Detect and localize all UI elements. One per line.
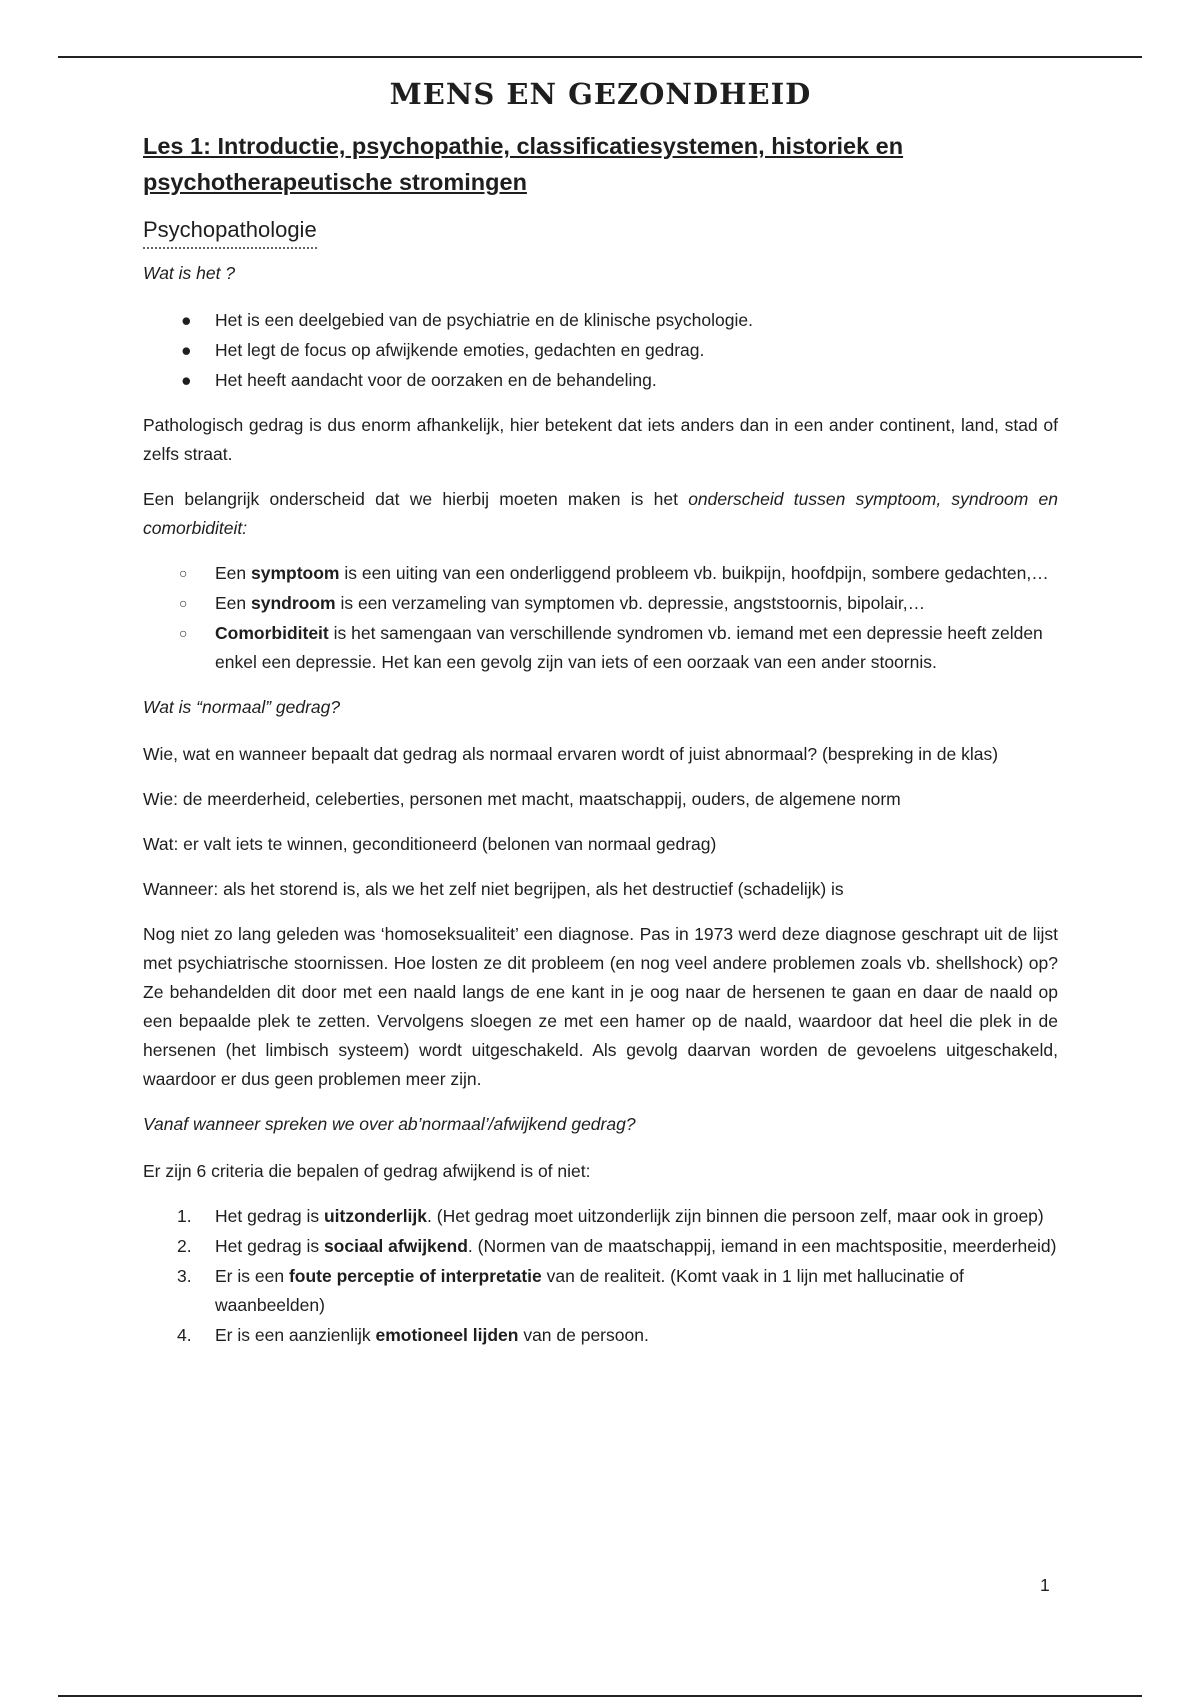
intro-bullet-list: [143, 306, 1058, 395]
definitions-list: [143, 559, 1058, 677]
list-item: 2. Het gedrag is sociaal afwijkend. (Normen van de maatschappij, iemand in een machtspositie, meerderheid): [177, 1236, 1057, 1256]
paragraph-distinction: Een belangrijk onderscheid dat we hierbij moeten maken is het onderscheid tussen symptoom, syndroom en comorbiditeit:: [143, 489, 1058, 538]
paragraph-homosexuality-history: Nog niet zo lang geleden was ‘homoseksualiteit’ een diagnose. Pas in 1973 werd deze diagnose geschrapt uit de lijst met psychiatrische stoornissen. Hoe losten ze dit probleem (en nog veel andere problemen zoals vb. shellshock) op? Ze behandelden dit door met een naald langs de ene kant in je oog naar de hersenen te gaan en daar de naald op een bepaalde plek te zetten. Vervolgens sloegen ze met een hamer op de naald, waardoor dat heel die plek in de hersenen (het limbisch systeem) wordt uitgeschakeld. Als gevolg daarvan worden de gevoelens uitgeschakeld, waardoor er dus geen problemen meer zijn.: [143, 924, 1058, 1089]
paragraph-pathological: Pathologisch gedrag is dus enorm afhankelijk, hier betekent dat iets anders dan in een ander continent, land, stad of zelfs straat.: [143, 415, 1058, 464]
circle-bullet-icon: ○: [179, 565, 188, 581]
list-item: 4. Er is een aanzienlijk emotioneel lijden van de persoon.: [177, 1325, 649, 1345]
list-item: ○ Een symptoom is een uiting van een onderliggend probleem vb. buikpijn, hoofdpijn, sombere gedachten,…: [143, 559, 1058, 588]
page-number: 1: [1040, 1575, 1050, 1595]
question-what-is-it: Wat is het ?: [143, 263, 236, 283]
bullet-icon: ●: [181, 310, 192, 330]
section-heading: Psychopathologie: [143, 214, 317, 249]
paragraph-who-what-when: Wie, wat en wanneer bepaalt dat gedrag als normaal ervaren wordt of juist abnormaal? (bespreking in de klas): [143, 744, 999, 764]
header-rule: [58, 56, 1142, 58]
bullet-icon: ●: [181, 370, 192, 390]
list-item: 1. Het gedrag is uitzonderlijk. (Het gedrag moet uitzonderlijk zijn binnen die persoon zelf, maar ook in groep): [177, 1206, 1044, 1226]
list-item: 3. Er is een foute perceptie of interpretatie van de realiteit. (Komt vaak in 1 lijn met hallucinatie of waanbeelden): [177, 1266, 964, 1315]
list-item: ○ Een syndroom is een verzameling van symptomen vb. depressie, angststoornis, bipolair,…: [143, 589, 1058, 618]
list-item: ○ Comorbiditeit is het samengaan van verschillende syndromen vb. iemand met een depressie heeft zelden enkel een depressie. Het kan een gevolg zijn van iets of een oorzaak van een ander stoornis.: [143, 619, 1058, 677]
document-title: MENS EN GEZONDHEID: [389, 77, 812, 111]
document-page: [143, 70, 1058, 1366]
paragraph-what: Wat: er valt iets te winnen, geconditioneerd (belonen van normaal gedrag): [143, 834, 717, 854]
paragraph-criteria-intro: Er zijn 6 criteria die bepalen of gedrag afwijkend is of niet:: [143, 1161, 591, 1181]
bullet-icon: ●: [181, 340, 192, 360]
question-normal-behaviour: Wat is “normaal” gedrag?: [143, 697, 341, 717]
list-item: ● Het is een deelgebied van de psychiatrie en de klinische psychologie.: [143, 306, 1058, 335]
footer-rule: [58, 1695, 1142, 1697]
list-item: ● Het legt de focus op afwijkende emoties, gedachten en gedrag.: [143, 336, 1058, 365]
lesson-heading: Les 1: Introductie, psychopathie, classificatiesystemen, historiek en psychotherapeutische stromingen: [143, 133, 904, 195]
paragraph-when: Wanneer: als het storend is, als we het zelf niet begrijpen, als het destructief (schadelijk) is: [143, 879, 844, 899]
criteria-list: [143, 1202, 1058, 1350]
paragraph-who: Wie: de meerderheid, celeberties, personen met macht, maatschappij, ouders, de algemene norm: [143, 789, 901, 809]
circle-bullet-icon: ○: [179, 625, 188, 641]
list-item: ● Het heeft aandacht voor de oorzaken en de behandeling.: [143, 366, 1058, 395]
question-abnormal-behaviour: Vanaf wanneer spreken we over ab’normaal’/afwijkend gedrag?: [143, 1114, 636, 1134]
circle-bullet-icon: ○: [179, 595, 188, 611]
